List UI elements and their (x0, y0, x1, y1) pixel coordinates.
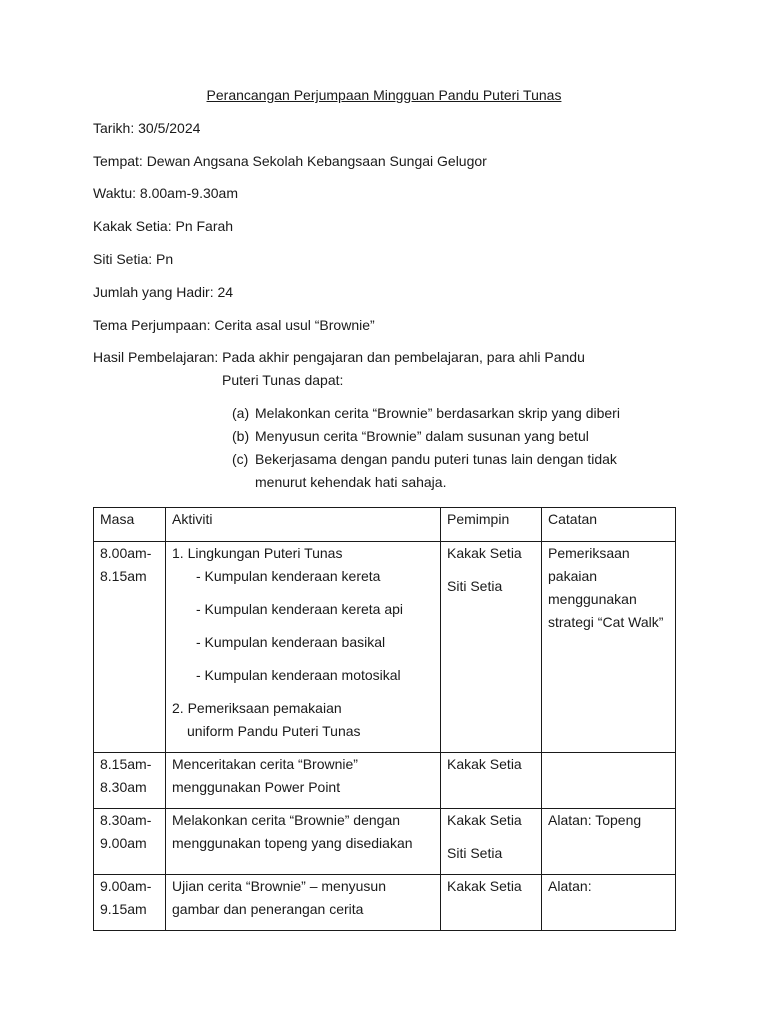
aktiviti-item: 2. Pemeriksaan pemakaian (172, 700, 342, 716)
catatan-line: menggunakan (548, 591, 637, 607)
field-siti-setia: Siti Setia: Pn (93, 251, 174, 267)
objective-marker: (c) (232, 451, 249, 467)
cell-catatan (542, 809, 676, 875)
table-row (94, 753, 676, 809)
header-catatan: Catatan (542, 508, 676, 542)
catatan-line: Alatan: (548, 878, 592, 894)
aktiviti-subitem: - Kumpulan kenderaan kereta (196, 568, 381, 584)
objective-text: Melakonkan cerita “Brownie” berdasarkan skrip yang diberi (255, 405, 620, 421)
masa-line: 8.30am- (100, 812, 152, 828)
objective-text: Bekerjasama dengan pandu puteri tunas lain dengan tidak (255, 451, 617, 467)
pemimpin-line: Kakak Setia (447, 756, 522, 772)
cell-pemimpin (441, 875, 542, 931)
objective-text: Menyusun cerita “Brownie” dalam susunan yang betul (255, 428, 589, 444)
table-header-row (94, 508, 676, 542)
field-tarikh: Tarikh: 30/5/2024 (93, 120, 201, 136)
table-row (94, 542, 676, 753)
aktiviti-item-cont: uniform Pandu Puteri Tunas (187, 723, 361, 739)
catatan-line: pakaian (548, 568, 598, 584)
objective-item (232, 428, 589, 444)
field-tema: Tema Perjumpaan: Cerita asal usul “Brownie” (93, 317, 375, 333)
catatan-line: Pemeriksaan (548, 545, 630, 561)
field-tempat: Tempat: Dewan Angsana Sekolah Kebangsaan Sungai Gelugor (93, 153, 487, 169)
objective-item (232, 405, 620, 421)
pemimpin-line: Kakak Setia (447, 812, 522, 828)
table-row (94, 809, 676, 875)
cell-aktiviti (166, 542, 441, 753)
header-aktiviti: Aktiviti (166, 508, 441, 542)
pemimpin-line: Siti Setia (447, 845, 503, 861)
header-pemimpin: Pemimpin (441, 508, 542, 542)
catatan-line: Alatan: Topeng (548, 812, 642, 828)
cell-masa (94, 753, 166, 809)
aktiviti-line: menggunakan topeng yang disediakan (172, 835, 413, 851)
masa-line: 9.00am (100, 835, 147, 851)
aktiviti-line: menggunakan Power Point (172, 779, 341, 795)
objective-marker: (a) (232, 405, 250, 421)
field-jumlah-hadir: Jumlah yang Hadir: 24 (93, 284, 234, 300)
cell-pemimpin (441, 753, 542, 809)
pemimpin-line: Kakak Setia (447, 545, 522, 561)
cell-masa (94, 542, 166, 753)
cell-aktiviti (166, 875, 441, 931)
cell-pemimpin (441, 542, 542, 753)
masa-line: 8.15am (100, 568, 147, 584)
cell-pemimpin (441, 809, 542, 875)
aktiviti-line: Ujian cerita “Brownie” – menyusun (172, 878, 386, 894)
aktiviti-line: Melakonkan cerita “Brownie” dengan (172, 812, 401, 828)
aktiviti-line: gambar dan penerangan cerita (172, 901, 364, 917)
activity-table (93, 507, 676, 931)
masa-line: 9.00am- (100, 878, 152, 894)
objective-item (232, 451, 617, 467)
masa-line: 8.00am- (100, 545, 152, 561)
field-kakak-setia: Kakak Setia: Pn Farah (93, 218, 234, 234)
cell-masa (94, 809, 166, 875)
table-row (94, 875, 676, 931)
field-waktu: Waktu: 8.00am-9.30am (93, 185, 238, 201)
pemimpin-line: Kakak Setia (447, 878, 522, 894)
catatan-line: strategi “Cat Walk” (548, 614, 664, 630)
cell-catatan (542, 753, 676, 809)
aktiviti-subitem: - Kumpulan kenderaan basikal (196, 634, 386, 650)
masa-line: 9.15am (100, 901, 147, 917)
aktiviti-line: Menceritakan cerita “Brownie” (172, 756, 358, 772)
masa-line: 8.30am (100, 779, 147, 795)
pemimpin-line: Siti Setia (447, 578, 503, 594)
header-masa: Masa (94, 508, 166, 542)
cell-aktiviti (166, 809, 441, 875)
objective-marker: (b) (232, 428, 250, 444)
objective-text-cont: menurut kehendak hati sahaja. (255, 474, 447, 490)
cell-aktiviti (166, 753, 441, 809)
aktiviti-item: 1. Lingkungan Puteri Tunas (172, 545, 343, 561)
document-title: Perancangan Perjumpaan Mingguan Pandu Puteri Tunas (206, 87, 562, 103)
field-hasil-pembelajaran: Hasil Pembelajaran: Pada akhir pengajaran dan pembelajaran, para ahli Pandu (93, 349, 585, 365)
cell-catatan (542, 542, 676, 753)
aktiviti-subitem: - Kumpulan kenderaan kereta api (196, 601, 404, 617)
field-hasil-pembelajaran-cont: Puteri Tunas dapat: (222, 372, 344, 388)
aktiviti-subitem: - Kumpulan kenderaan motosikal (196, 667, 401, 683)
cell-catatan (542, 875, 676, 931)
cell-masa (94, 875, 166, 931)
masa-line: 8.15am- (100, 756, 152, 772)
